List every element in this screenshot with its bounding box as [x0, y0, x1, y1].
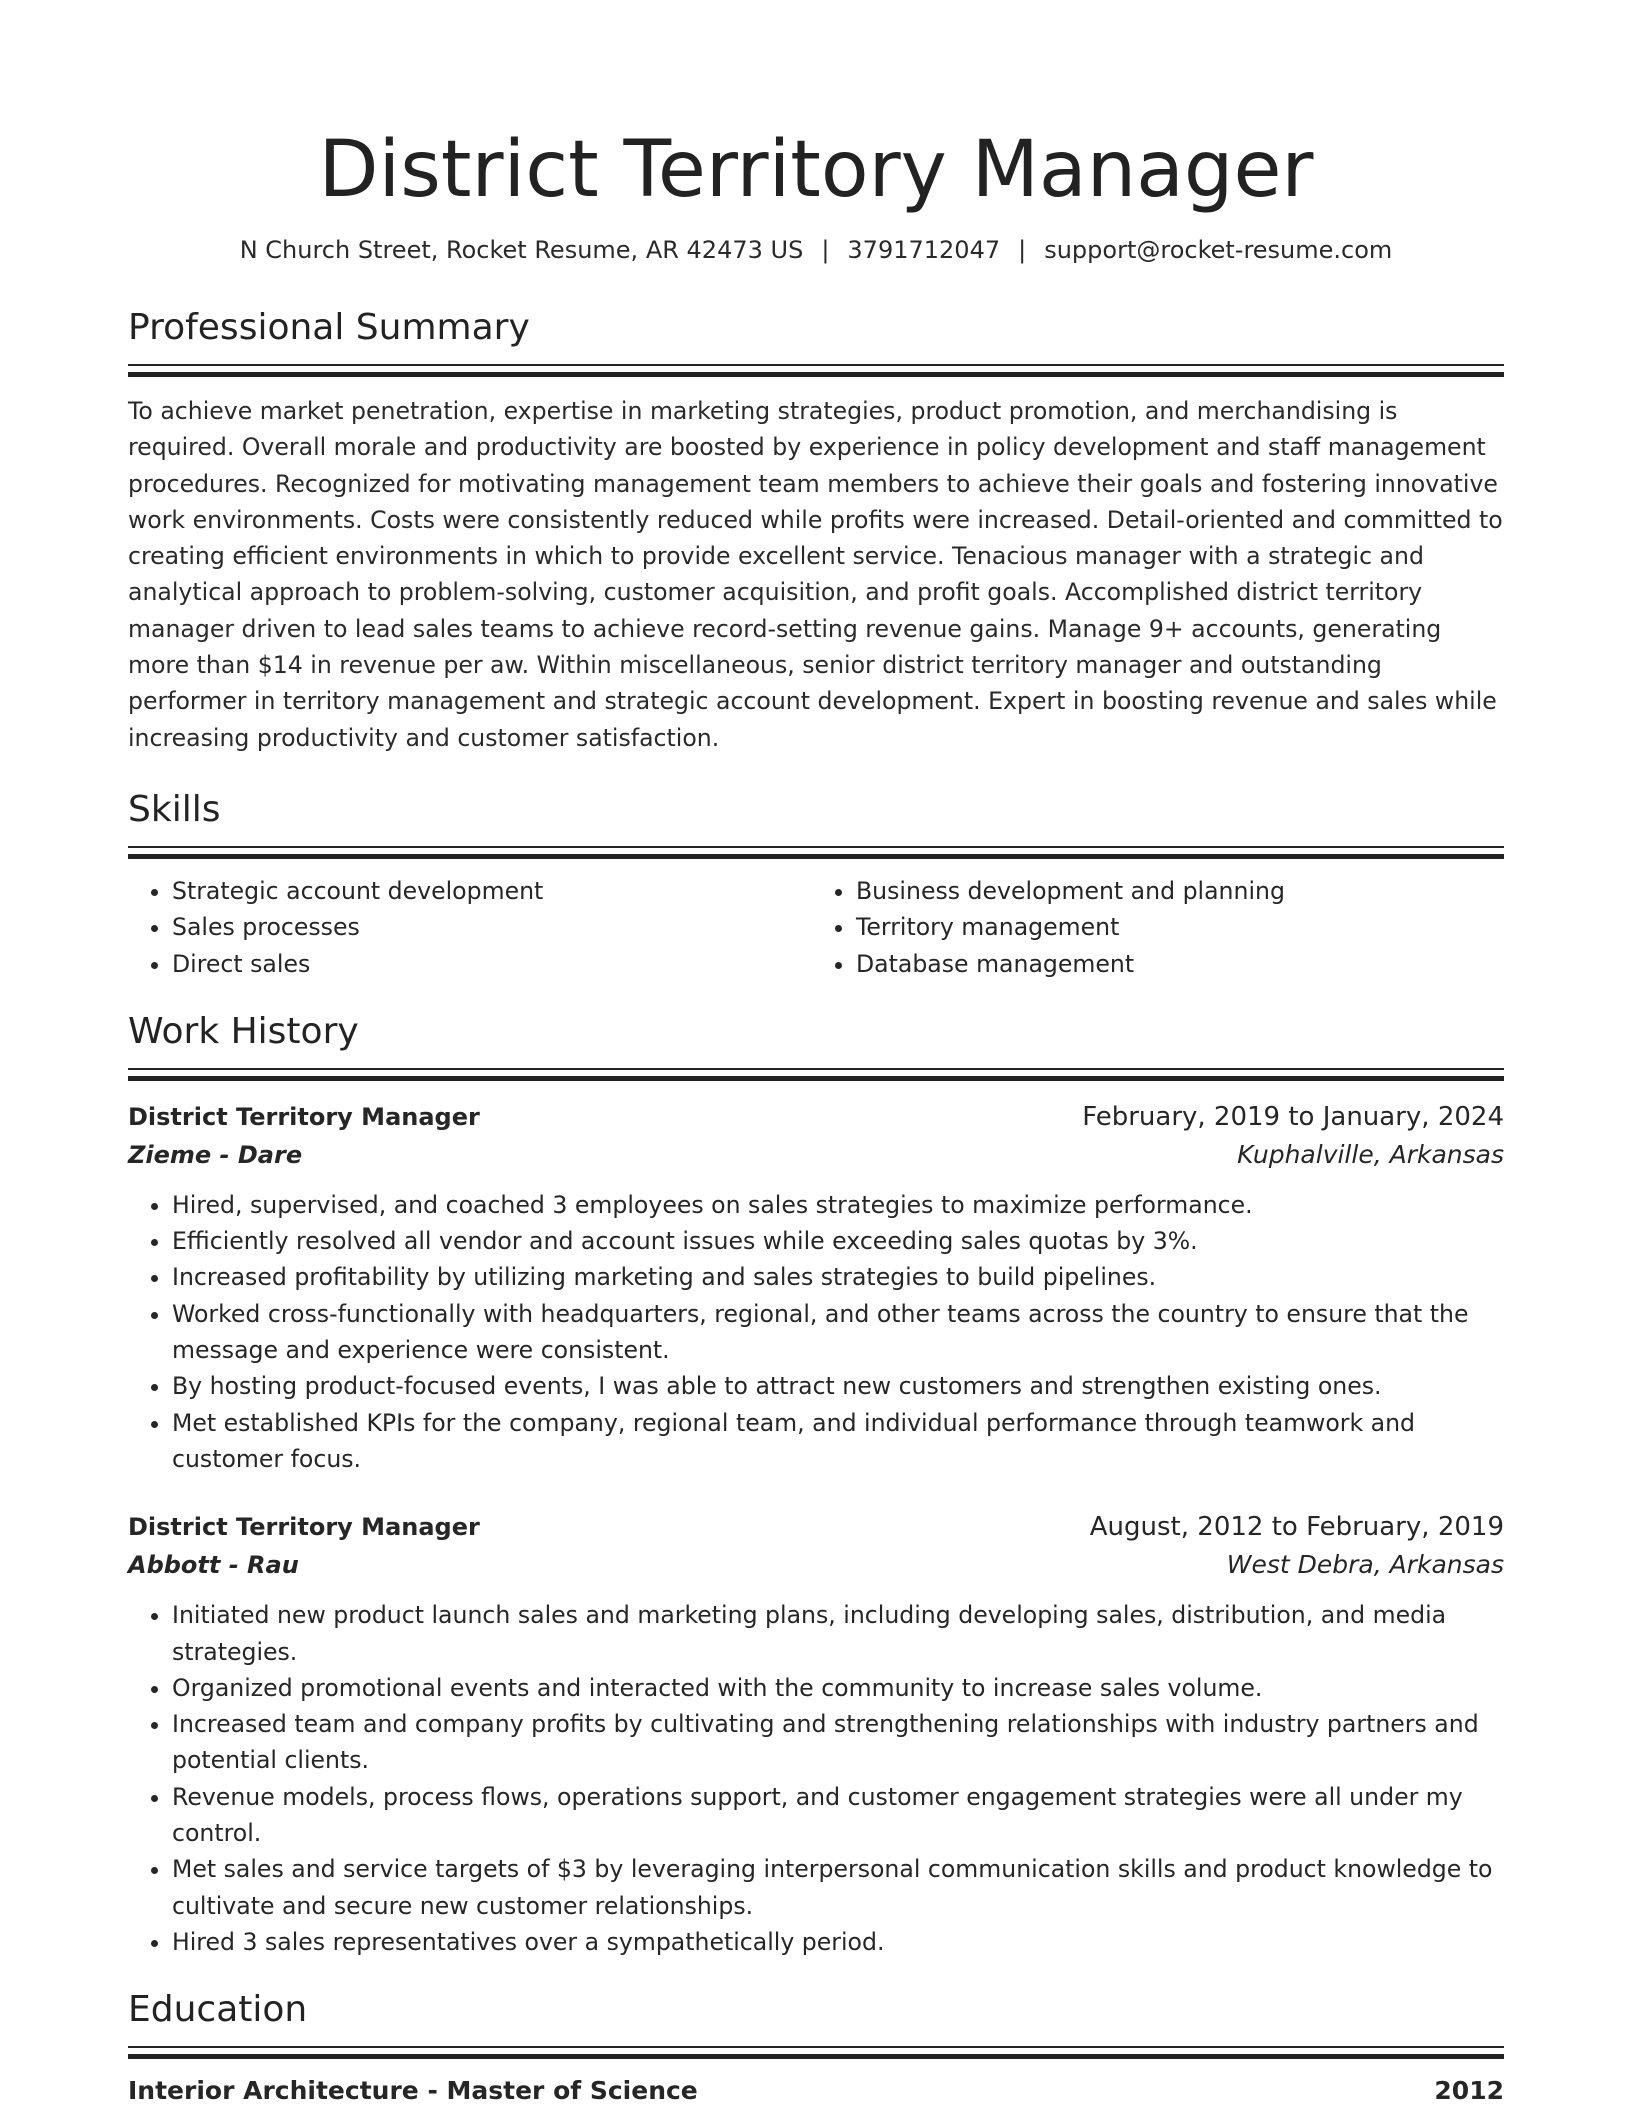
job-bullets	[128, 1187, 1504, 1477]
education-degree: Interior Architecture - Master of Science	[128, 2076, 698, 2106]
job-header	[128, 1509, 1504, 1545]
work-history-section	[128, 1010, 1504, 1960]
skills-columns	[128, 873, 1504, 982]
job-bullets	[128, 1597, 1504, 1960]
skills-list-right	[806, 873, 1490, 982]
skills-list-left	[128, 873, 806, 982]
section-title-education: Education	[128, 1989, 308, 2031]
section-divider-thick	[128, 2054, 1504, 2059]
job-header	[128, 1099, 1504, 1135]
skill-item: • Business development and planning	[856, 873, 1490, 909]
education-section	[128, 1988, 1504, 2109]
skill-item: • Database management	[856, 946, 1490, 982]
job-bullet: • Initiated new product launch sales and marketing plans, including developing sales, distribution, and media strategies.	[172, 1597, 1504, 1670]
section-title-skills: Skills	[128, 788, 221, 830]
skills-section	[128, 788, 1504, 982]
section-divider-thin	[128, 846, 1504, 848]
job-title: District Territory Manager	[128, 1102, 480, 1131]
resume-page	[128, 0, 1504, 2109]
job-location: Kuphalville, Arkansas	[1237, 1139, 1504, 1169]
skill-item: • Direct sales	[172, 946, 806, 982]
job-bullet: • Increased team and company profits by cultivating and strengthening relationships with industry partners and potential clients.	[172, 1706, 1504, 1779]
section-divider-thick	[128, 1076, 1504, 1081]
skill-item: • Territory management	[856, 909, 1490, 945]
job-bullet: • Worked cross-functionally with headquarters, regional, and other teams across the country to ensure that the message and experience were consistent.	[172, 1296, 1504, 1369]
section-divider-thick	[128, 372, 1504, 377]
job-bullet: • Organized promotional events and interacted with the community to increase sales volume.	[172, 1670, 1504, 1706]
job-dates: February, 2019 to January, 2024	[1082, 1101, 1504, 1132]
job-subheader	[128, 1545, 1504, 1585]
contact-email: support@rocket-resume.com	[1044, 236, 1393, 264]
education-year: 2012	[1434, 2076, 1504, 2106]
job-entry	[128, 1509, 1504, 1960]
job-bullet: • Hired, supervised, and coached 3 employees on sales strategies to maximize performance.	[172, 1187, 1504, 1223]
contact-separator: |	[1018, 236, 1027, 264]
job-title: District Territory Manager	[128, 1513, 480, 1542]
contact-phone: 3791712047	[847, 236, 1001, 264]
summary-text: To achieve market penetration, expertise in marketing strategies, product promotion, and merchandising is required. Overall morale and productivity are boosted by experience in policy development and staff management procedures. Recognized for motivating management team members to achieve their goals and fostering innovative work environments. Costs were consistently reduced while profits were increased. Detail-oriented and committed to creating efficient environments in which to provide excellent service. Tenacious manager with a strategic and analytical approach to problem-solving, customer acquisition, and profit goals. Accomplished district territory manager driven to lead sales teams to achieve record-setting revenue gains. Manage 9+ accounts, generating more than $14 in revenue per aw. Within miscellaneous, senior district territory manager and outstanding performer in territory management and strategic account development. Expert in boosting revenue and sales while increasing productivity and customer satisfaction.	[128, 397, 1503, 752]
job-bullet: • Revenue models, process flows, operations support, and customer engagement strategies were all under my control.	[172, 1779, 1504, 1852]
job-bullet: • Met established KPIs for the company, regional team, and individual performance through teamwork and customer focus.	[172, 1405, 1504, 1478]
job-company: Zieme - Dare	[128, 1140, 303, 1169]
job-entry	[128, 1099, 1504, 1477]
job-bullet: • Hired 3 sales representatives over a sympathetically period.	[172, 1924, 1504, 1960]
section-title-work: Work History	[128, 1010, 359, 1052]
job-subheader	[128, 1135, 1504, 1175]
contact-separator: |	[821, 236, 830, 264]
section-title-summary: Professional Summary	[128, 307, 530, 348]
job-bullet: • Met sales and service targets of $3 by leveraging interpersonal communication skills and product knowledge to cultivate and secure new customer relationships.	[172, 1851, 1504, 1924]
section-divider-thin	[128, 1068, 1504, 1070]
contact-address: N Church Street, Rocket Resume, AR 42473 US	[239, 236, 804, 264]
section-divider-thick	[128, 854, 1504, 859]
contact-line	[128, 234, 1504, 266]
job-bullet: • Increased profitability by utilizing marketing and sales strategies to build pipelines.	[172, 1259, 1504, 1295]
resume-name: District Territory Manager	[318, 125, 1314, 215]
job-bullet: • By hosting product-focused events, I was able to attract new customers and strengthen existing ones.	[172, 1368, 1504, 1404]
skill-item: • Sales processes	[172, 909, 806, 945]
section-divider-thin	[128, 2046, 1504, 2048]
skill-item: • Strategic account development	[172, 873, 806, 909]
education-entry	[128, 2073, 1504, 2109]
job-dates: August, 2012 to February, 2019	[1089, 1512, 1504, 1543]
summary-section	[128, 306, 1504, 756]
job-location: West Debra, Arkansas	[1226, 1550, 1504, 1580]
job-bullet: • Efficiently resolved all vendor and account issues while exceeding sales quotas by 3%.	[172, 1223, 1504, 1259]
section-divider-thin	[128, 364, 1504, 366]
job-company: Abbott - Rau	[128, 1551, 299, 1580]
